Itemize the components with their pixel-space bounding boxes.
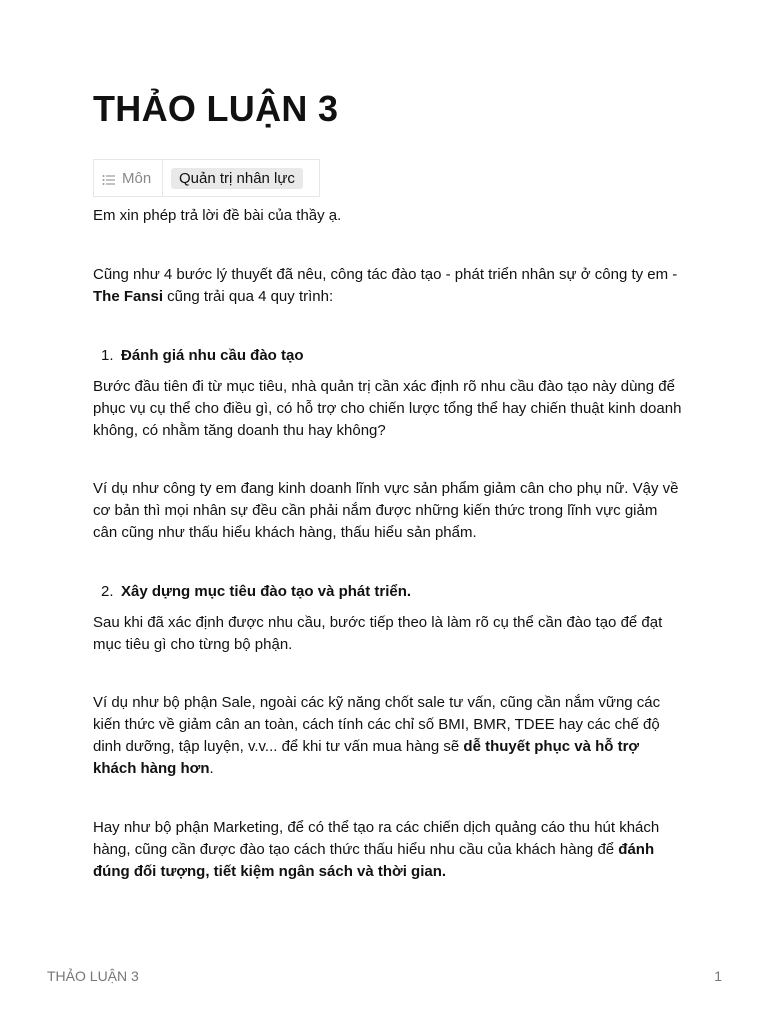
property-key-label: Môn: [122, 169, 152, 187]
company-name: The Fansi: [93, 288, 164, 305]
overview-text-c: cũng trải qua 4 quy trình:: [163, 288, 334, 305]
section-2-paragraph-2: [93, 692, 683, 780]
overview-paragraph: [93, 264, 683, 308]
subject-tag[interactable]: Quản trị nhân lực: [171, 168, 303, 189]
overview-text-a: Cũng như 4 bước lý thuyết đã nêu, công tác đào tạo - phát triển nhân sự ở công ty em -: [93, 266, 678, 283]
property-row: [93, 159, 320, 197]
section-2-heading: [101, 581, 411, 603]
section-2-paragraph-2-text: Ví dụ như bộ phận Sale, ngoài các kỹ năng chốt sale tư vấn, cũng cần nắm vững các kiến thức về giảm cân an toàn, cách tính các chỉ số BMI, BMR, TDEE hay các chế độ dinh dưỡng, tập luyện, v.v... để khi tư vấn mua hàng sẽ: [93, 694, 661, 755]
section-2-paragraph-3: [93, 817, 683, 883]
section-2-paragraph-1: Sau khi đã xác định được nhu cầu, bước tiếp theo là làm rõ cụ thể cần đào tạo để đạt mục tiêu gì cho từng bộ phận.: [93, 614, 663, 653]
section-2-paragraph-2-end: .: [209, 760, 214, 777]
property-value: [163, 160, 319, 196]
section-2-number: 2.: [101, 583, 114, 600]
section-1-number: 1.: [101, 347, 114, 364]
footer-title: THẢO LUẬN 3: [47, 968, 139, 984]
section-2-paragraph-2-emphasis: dễ thuyết phục và hỗ trợ khách hàng hơn: [93, 738, 640, 777]
section-2-paragraph-3-emphasis: đánh đúng đối tượng, tiết kiệm ngân sách và thời gian.: [93, 841, 655, 880]
list-icon: [102, 173, 116, 185]
page-title: THẢO LUẬN 3: [93, 88, 339, 129]
section-1-title: Đánh giá nhu cầu đào tạo: [121, 347, 304, 364]
section-1-paragraph-2: Ví dụ như công ty em đang kinh doanh lĩnh vực sản phẩm giảm cân cho phụ nữ. Vậy về cơ bản thì mọi nhân sự đều cần phải nắm được những kiến thức trong lĩnh vực giảm cân cũng như thấu hiểu khách hàng, thấu hiểu sản phẩm.: [93, 480, 679, 541]
intro-paragraph: Em xin phép trả lời đề bài của thầy ạ.: [93, 207, 342, 224]
section-2-title: Xây dựng mục tiêu đào tạo và phát triển.: [121, 583, 412, 600]
section-1-paragraph-1: Bước đầu tiên đi từ mục tiêu, nhà quản trị cần xác định rõ nhu cầu đào tạo này dùng để phục vụ cụ thể cho điều gì, có hỗ trợ cho chiến lược tổng thể hay chiến thuật kinh doanh không, có nhằm tăng doanh thu hay không?: [93, 378, 682, 439]
page-number: 1: [714, 968, 722, 984]
section-2-paragraph-3-text: Hay như bộ phận Marketing, để có thể tạo ra các chiến dịch quảng cáo thu hút khách hàng, cũng cần được đào tạo cách thức thấu hiểu nhu cầu của khách hàng để: [93, 819, 660, 858]
property-key: [94, 160, 163, 196]
section-1-heading: [101, 345, 304, 367]
